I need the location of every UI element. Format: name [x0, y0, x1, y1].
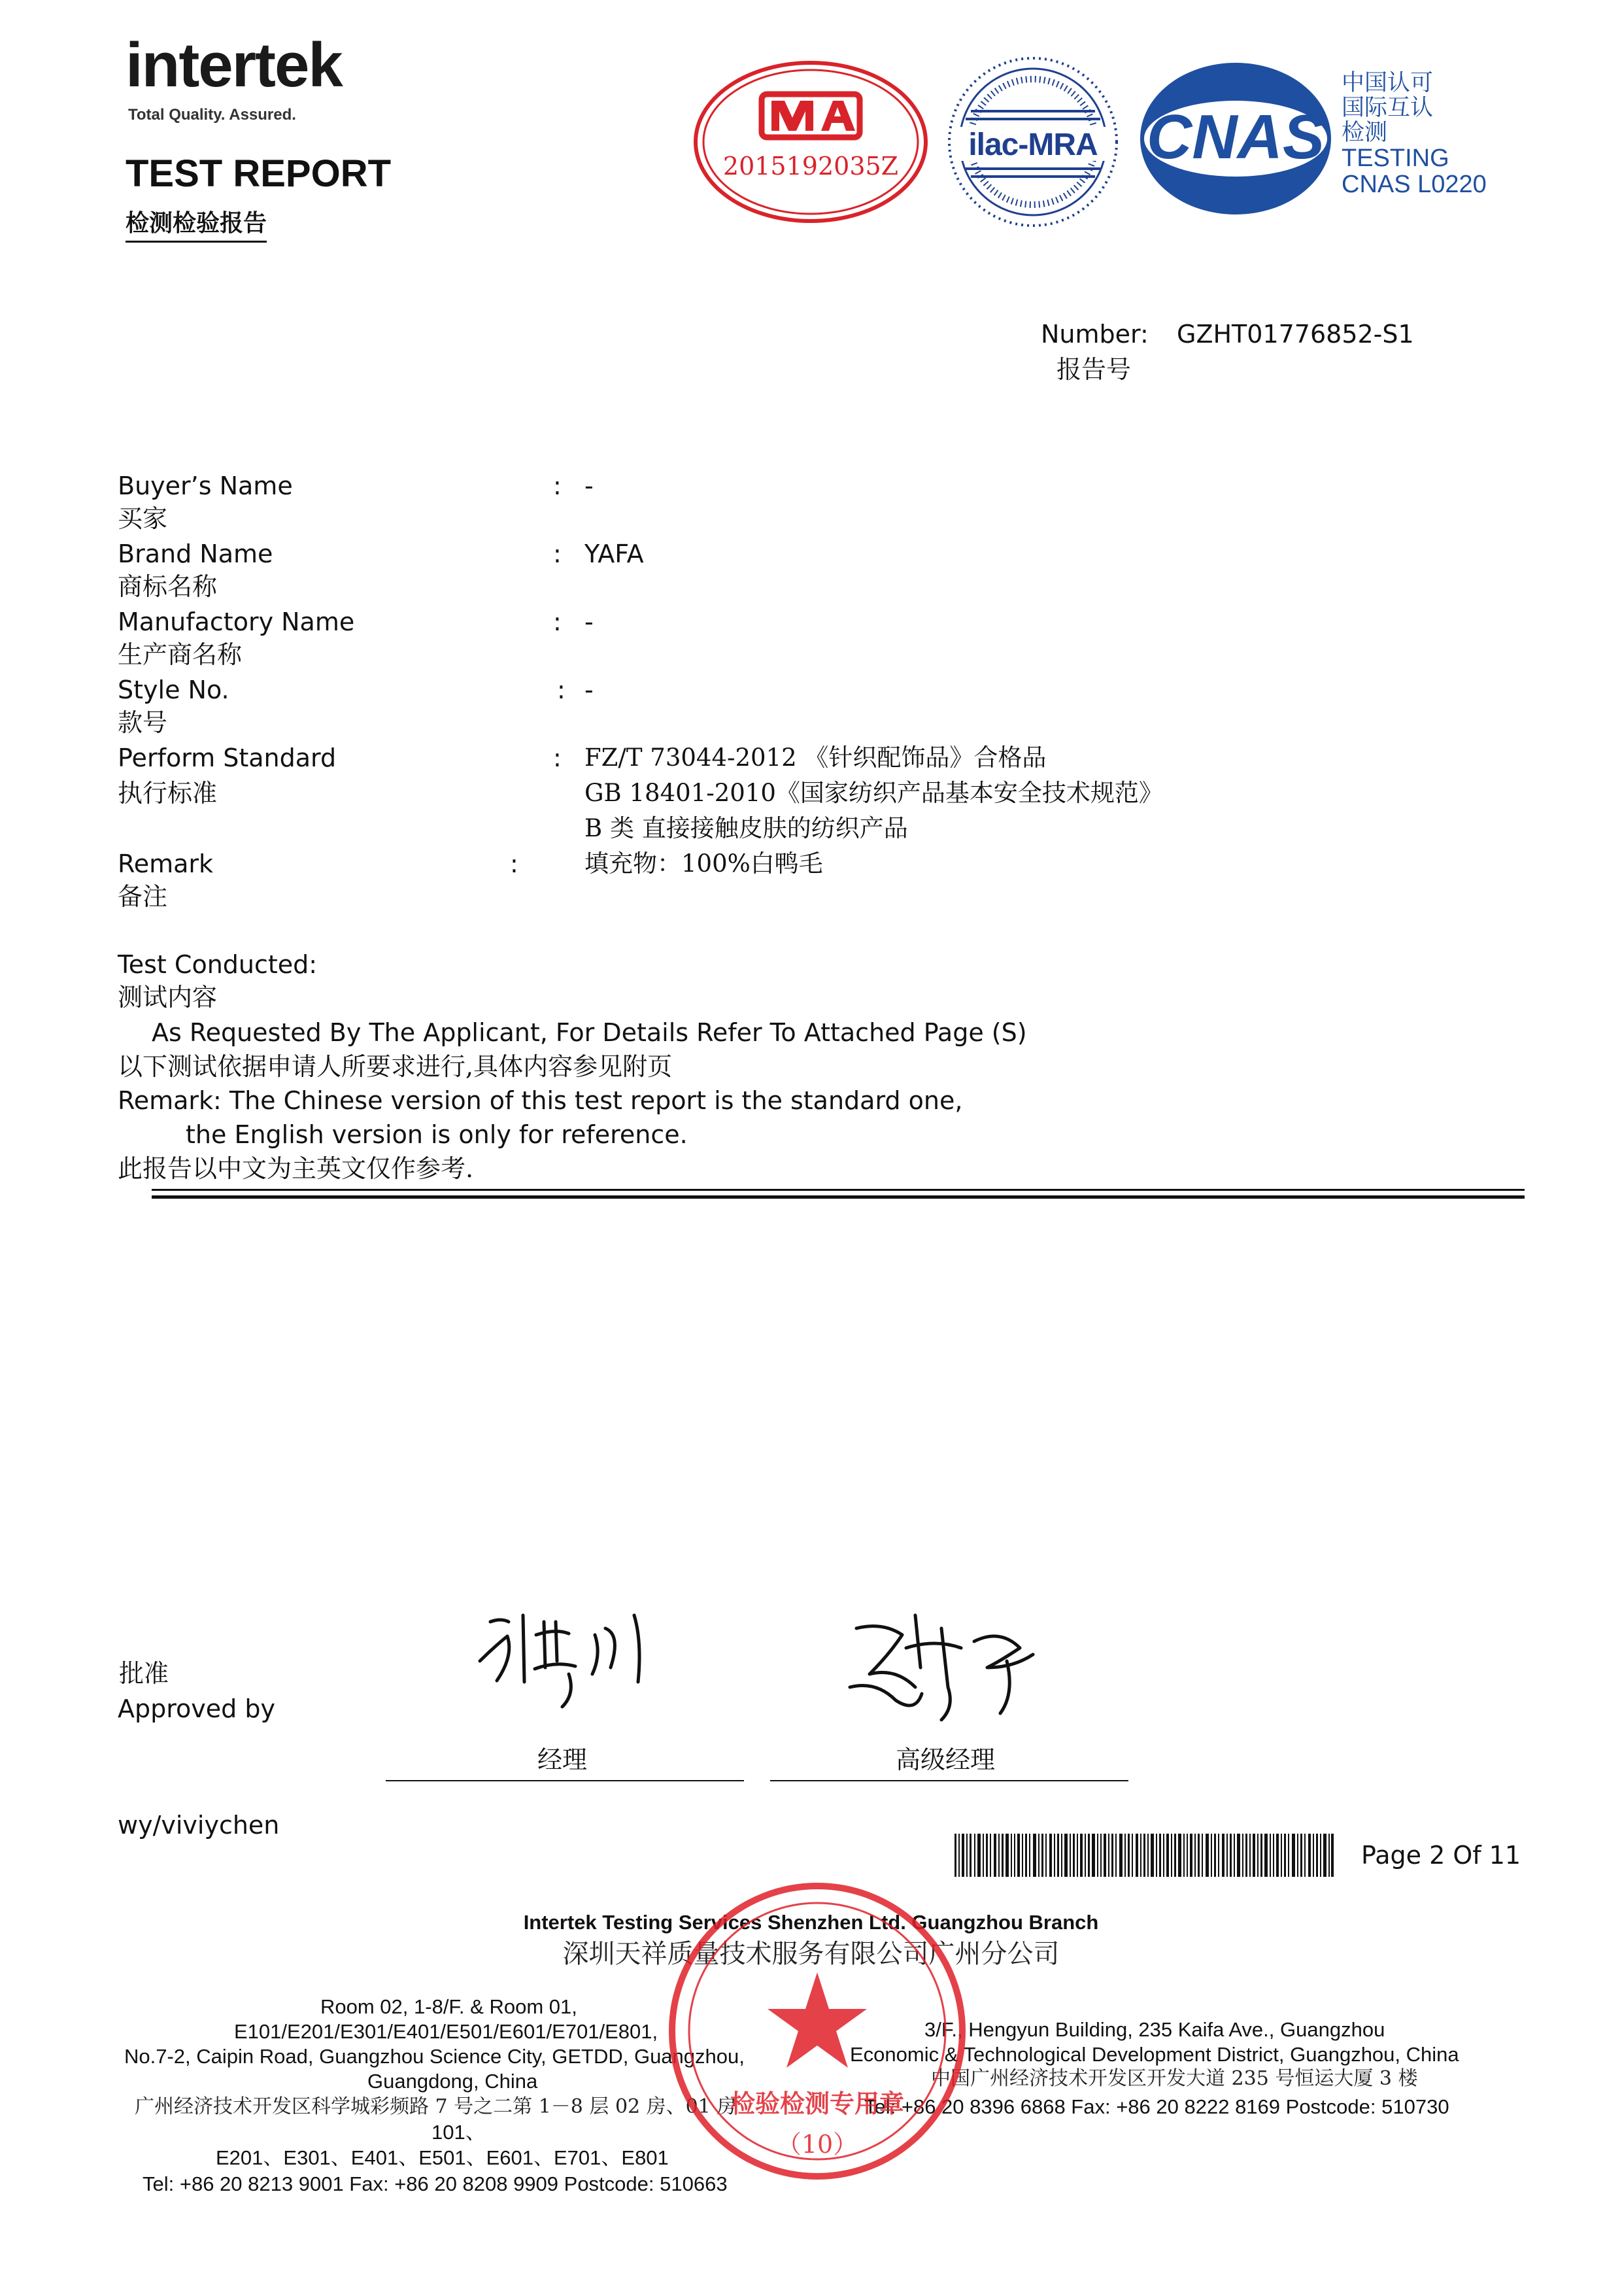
- prepared-by: wy/viviychen: [118, 1811, 280, 1840]
- test-conducted-line1: As Requested By The Applicant, For Details Refer To Attached Page (S): [152, 1018, 1027, 1047]
- signer1-title: 经理: [537, 1745, 588, 1774]
- right-address-line2: Economic & Technological Development District, Guangzhou, China: [850, 2043, 1459, 2066]
- left-address-line1: Room 02, 1-8/F. & Room 01,: [320, 1995, 577, 2018]
- signer2-title: 高级经理: [896, 1745, 996, 1774]
- separator-rule-top: [152, 1189, 1525, 1191]
- language-remark-cn: 此报告以中文为主英文仅作参考.: [118, 1154, 474, 1183]
- signature-manager: [471, 1596, 667, 1716]
- perform-standard-line1: FZ/T 73044-2012 《针织配饰品》合格品: [584, 744, 1047, 772]
- logo-tagline: Total Quality. Assured.: [128, 106, 296, 124]
- buyer-name-colon: :: [553, 471, 562, 500]
- language-remark-line1: Remark: The Chinese version of this test report is the standard one,: [118, 1086, 963, 1115]
- style-no-label-cn: 款号: [118, 708, 168, 737]
- cnas-testing: TESTING: [1342, 145, 1449, 172]
- report-number-label-cn: 报告号: [1056, 355, 1132, 384]
- buyer-name-label: Buyer’s Name: [118, 471, 293, 500]
- report-number-value: GZHT01776852-S1: [1177, 320, 1414, 349]
- cma-logo: [693, 60, 928, 224]
- right-address-line1: 3/F., Hengyun Building, 235 Kaifa Ave., Guangzhou: [924, 2018, 1385, 2041]
- buyer-name-value: -: [584, 471, 594, 500]
- remark-colon: :: [510, 849, 518, 878]
- ilac-mra-text: ilac-MRA: [968, 128, 1098, 162]
- left-address-line2: E101/E201/E301/E401/E501/E601/E701/E801,: [234, 2020, 658, 2043]
- brand-name-label: Brand Name: [118, 540, 273, 568]
- right-address-cn: 中国广州经济技术开发区开发大道 235 号恒运大厦 3 楼: [931, 2067, 1418, 2090]
- barcode: [955, 1834, 1334, 1877]
- page-indicator: Page 2 Of 11: [1361, 1841, 1521, 1870]
- approved-by-label-cn: 批准: [119, 1659, 169, 1688]
- cnas-logo: [1138, 60, 1334, 217]
- style-no-label: Style No.: [118, 676, 229, 704]
- left-contact: Tel: +86 20 8213 9001 Fax: +86 20 8208 9909 Postcode: 510663: [143, 2172, 728, 2195]
- perform-standard-colon: :: [553, 744, 562, 772]
- style-no-value: -: [584, 676, 594, 704]
- left-address-cn-line3: E201、E301、E401、E501、E601、E701、E801: [216, 2146, 669, 2169]
- left-address-line3: No.7-2, Caipin Road, Guangzhou Science City, GETDD, Guangzhou,: [124, 2045, 745, 2068]
- manufactory-name-label: Manufactory Name: [118, 608, 355, 636]
- logo-wordmark: intertek: [126, 30, 342, 100]
- cnas-cn-line2: 国际互认: [1342, 95, 1434, 121]
- remark-value: 填充物：100%白鸭毛: [584, 849, 823, 878]
- ilac-mra-logo: [945, 54, 1121, 230]
- left-address-cn-line2: 101、: [431, 2121, 486, 2144]
- seal-number: （10）: [776, 2130, 858, 2159]
- cnas-cn-line3: 检测: [1342, 120, 1388, 146]
- left-address-line4: Guangdong, China: [367, 2070, 538, 2093]
- remark-label-cn: 备注: [118, 882, 168, 911]
- test-conducted-label: Test Conducted:: [118, 950, 318, 979]
- cnas-caption: [1342, 71, 1487, 197]
- report-title: TEST REPORT: [126, 152, 392, 195]
- test-conducted-line1-cn: 以下测试依据申请人所要求进行,具体内容参见附页: [118, 1052, 673, 1081]
- remark-label: Remark: [118, 849, 214, 878]
- cma-code: 2015192035Z: [722, 152, 899, 180]
- perform-standard-line3: B 类 直接接触皮肤的纺织产品: [584, 814, 908, 842]
- perform-standard-label: Perform Standard: [118, 744, 337, 772]
- intertek-logo: [126, 30, 342, 124]
- language-remark-line2: the English version is only for reference.: [186, 1120, 688, 1149]
- manufactory-name-colon: :: [553, 608, 562, 636]
- perform-standard-label-cn: 执行标准: [118, 779, 218, 808]
- report-number-label: Number:: [1041, 320, 1149, 349]
- left-address-cn-line1: 广州经济技术开发区科学城彩频路 7 号之二第 1－8 层 02 房、01 房: [135, 2095, 737, 2118]
- cnas-cn-line1: 中国认可: [1342, 70, 1434, 96]
- right-contact: Tel: +86 20 8396 6868 Fax: +86 20 8222 8169 Postcode: 510730: [864, 2095, 1449, 2118]
- signature-line-1: [386, 1780, 744, 1781]
- manufactory-name-value: -: [584, 608, 594, 636]
- perform-standard-line2: GB 18401-2010《国家纺织产品基本安全技术规范》: [584, 779, 1163, 807]
- footer-company-en: Intertek Testing Services Shenzhen Ltd. Guangzhou Branch: [523, 1911, 1099, 1934]
- buyer-name-label-cn: 买家: [118, 504, 168, 533]
- separator-rule-bottom: [152, 1195, 1525, 1199]
- seal-inner-text: 检验检测专用章: [730, 2089, 904, 2118]
- brand-name-colon: :: [553, 540, 562, 568]
- brand-name-label-cn: 商标名称: [118, 572, 218, 601]
- cnas-mark-text: CNAS: [1146, 102, 1325, 172]
- cnas-code: CNAS L0220: [1342, 171, 1487, 198]
- company-seal: [667, 1881, 968, 2182]
- footer-company-cn: 深圳天祥质量技术服务有限公司广州分公司: [562, 1939, 1060, 1969]
- approved-by-label: Approved by: [118, 1694, 275, 1723]
- style-no-colon: :: [557, 676, 566, 704]
- test-conducted-label-cn: 测试内容: [118, 983, 218, 1012]
- signature-senior-manager: [843, 1602, 1066, 1729]
- manufactory-name-label-cn: 生产商名称: [118, 640, 243, 669]
- brand-name-value: YAFA: [584, 540, 644, 568]
- signature-line-2: [770, 1780, 1128, 1781]
- report-title-cn: 检测检验报告: [126, 205, 267, 243]
